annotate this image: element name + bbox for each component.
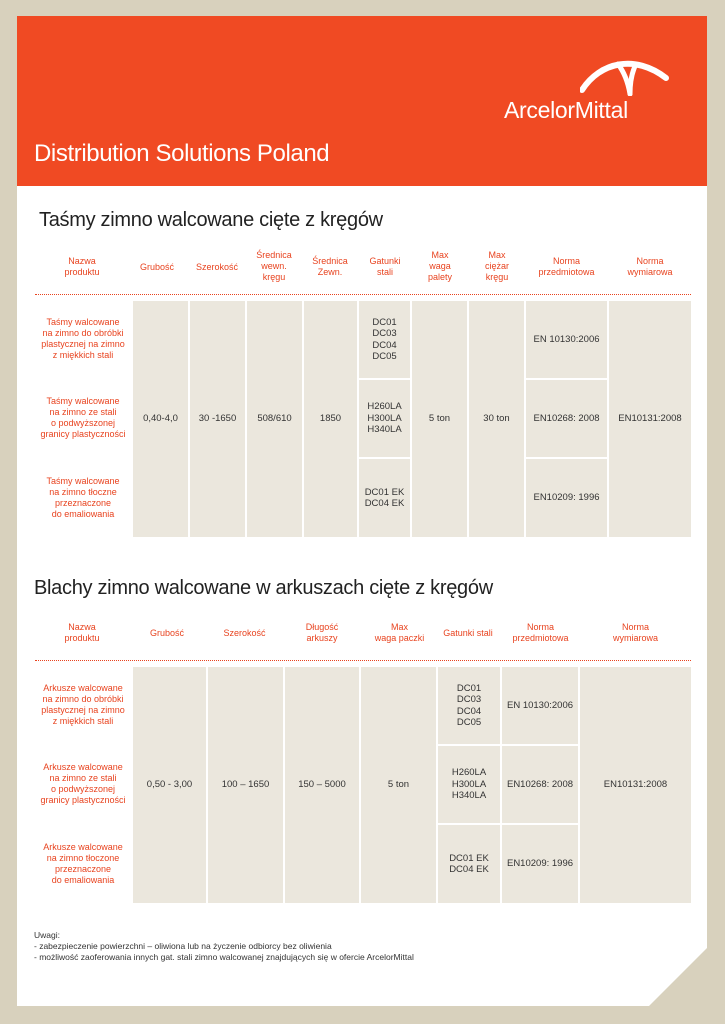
s2-col-header: Norma wymiarowa xyxy=(612,622,658,643)
s2-grades: H260LA H300LA H340LA xyxy=(438,746,500,823)
header-banner xyxy=(17,16,707,186)
s1-col-header: Średnica Zewn. xyxy=(312,256,348,277)
s1-max-pallet: 5 ton xyxy=(412,301,467,537)
s1-product-name: Taśmy walcowane na zimno ze stali o podwyższonej granicy plastyczności xyxy=(40,396,126,439)
s1-col-header: Max ciężar kręgu xyxy=(484,250,509,282)
s2-length: 150 – 5000 xyxy=(285,667,359,903)
s2-product-name: Arkusze walcowane na zimno tłoczone przeznaczone do emaliowania xyxy=(43,842,123,885)
s1-col-header: Grubość xyxy=(139,262,174,272)
s1-header-divider xyxy=(35,294,691,295)
note-item: - możliwość zaoferowania innych gat. stali zimno walcowanej znajdujących się w ofercie ArcelorMittal xyxy=(34,952,414,962)
section2-title: Blachy zimno walcowane w arkuszach cięte z kręgów xyxy=(34,577,493,599)
s1-inner-diameter: 508/610 xyxy=(247,301,302,537)
s1-product-name: Taśmy walcowane na zimno tłoczne przeznaczone do emaliowania xyxy=(46,476,120,519)
s1-grades: DC01 DC03 DC04 DC05 xyxy=(359,301,410,378)
s2-col-header: Długość arkuszy xyxy=(305,622,339,643)
s2-product-norm: EN10209: 1996 xyxy=(502,825,578,903)
s1-max-coil: 30 ton xyxy=(469,301,524,537)
s1-col-header: Norma wymiarowa xyxy=(627,256,673,277)
s2-header-divider xyxy=(35,660,691,661)
s1-product-norm: EN 10130:2006 xyxy=(526,301,607,378)
s1-col-header: Nazwa produktu xyxy=(64,256,100,277)
s1-col-header: Norma przedmiotowa xyxy=(538,256,595,277)
s1-thickness: 0,40-4,0 xyxy=(133,301,188,537)
s2-thickness: 0,50 - 3,00 xyxy=(133,667,206,903)
s1-dimension-norm: EN10131:2008 xyxy=(609,301,691,537)
s2-col-header: Gatunki stali xyxy=(443,628,493,638)
s1-col-header: Max waga palety xyxy=(427,250,453,282)
s1-col-header: Gatunki stali xyxy=(369,256,401,277)
s2-product-norm: EN10268: 2008 xyxy=(502,746,578,823)
page-title: Distribution Solutions Poland xyxy=(34,140,330,167)
s2-col-header: Norma przedmiotowa xyxy=(512,622,569,643)
note-item: - zabezpieczenie powierzchni – oliwiona lub na życzenie odbiorcy bez oliwienia xyxy=(34,941,332,951)
s2-grades: DC01 EK DC04 EK xyxy=(438,825,500,903)
s1-col-header: Szerokość xyxy=(195,262,239,272)
document-page xyxy=(17,16,707,1006)
s1-product-norm: EN10268: 2008 xyxy=(526,380,607,457)
s1-product-norm: EN10209: 1996 xyxy=(526,459,607,537)
s1-outer-diameter: 1850 xyxy=(304,301,357,537)
s2-col-header: Max waga paczki xyxy=(374,622,425,643)
s2-col-header: Nazwa produktu xyxy=(64,622,100,643)
notes-title: Uwagi: xyxy=(34,930,60,940)
notes xyxy=(34,930,414,963)
s2-col-header: Grubość xyxy=(149,628,184,638)
s2-product-name: Arkusze walcowane na zimno ze stali o podwyższonej granicy plastyczności xyxy=(40,762,126,805)
s1-grades: H260LA H300LA H340LA xyxy=(359,380,410,457)
s1-grades: DC01 EK DC04 EK xyxy=(359,459,410,537)
s2-grades: DC01 DC03 DC04 DC05 xyxy=(438,667,500,744)
s2-max-pack: 5 ton xyxy=(361,667,436,903)
s2-product-norm: EN 10130:2006 xyxy=(502,667,578,744)
s2-width: 100 – 1650 xyxy=(208,667,283,903)
folded-corner xyxy=(649,948,707,1006)
brand-name: ArcelorMittal xyxy=(504,97,628,123)
s1-col-header: Średnica wewn. kręgu xyxy=(256,250,292,282)
s1-product-name: Taśmy walcowane na zimno do obróbki plastycznej na zimno z miękkich stali xyxy=(41,317,125,360)
s2-dimension-norm: EN10131:2008 xyxy=(580,667,691,903)
section1-title: Taśmy zimno walcowane cięte z kręgów xyxy=(39,209,383,231)
s1-width: 30 -1650 xyxy=(190,301,245,537)
s2-col-header: Szerokość xyxy=(223,628,266,638)
arcelormittal-logo-icon xyxy=(580,50,670,96)
s2-product-name: Arkusze walcowane na zimno do obróbki plastycznej na zimno z miękkich stali xyxy=(41,683,125,726)
